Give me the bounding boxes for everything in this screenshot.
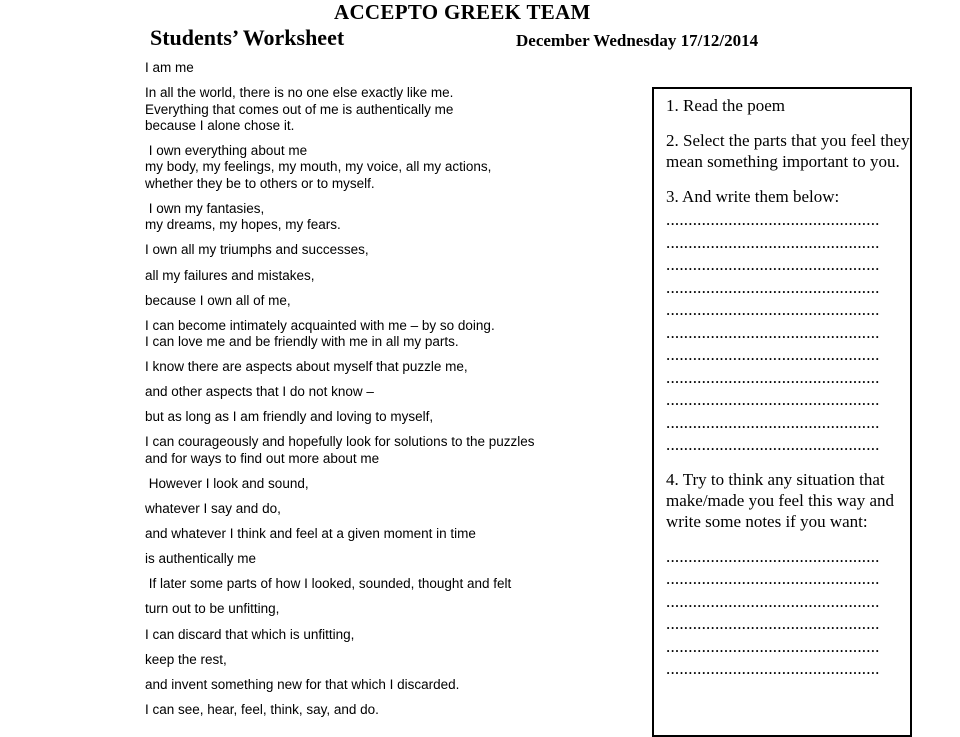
answer-dot-line: ................................................ [666, 569, 880, 588]
poem-stanza: I can see, hear, feel, think, say, and do. [145, 701, 379, 717]
answer-dot-line: ................................................ [666, 591, 880, 611]
poem-stanza: In all the world, there is no one else exactly like me. Everything that comes out of me is authentically me because I alone chose it. [145, 85, 454, 133]
answer-dot-line: ................................................ [666, 300, 880, 319]
poem-stanza: and whatever I think and feel at a given moment in time [145, 526, 476, 542]
poem-stanza: I own all my triumphs and successes, [145, 242, 369, 258]
poem-stanza: because I own all of me, [145, 292, 291, 308]
poem-stanza: and other aspects that I do not know – [145, 384, 374, 400]
answer-dot-line: ................................................ [666, 210, 880, 229]
worksheet-title: Students’ Worksheet [150, 25, 345, 50]
poem-stanza: whatever I say and do, [145, 501, 281, 517]
answer-dot-line: ................................................ [666, 345, 880, 364]
answer-dot-line: ................................................ [666, 390, 880, 409]
worksheet-date: December Wednesday 17/12/2014 [516, 31, 759, 50]
poem-stanza: all my failures and mistakes, [145, 267, 315, 283]
poem-stanza: I can discard that which is unfitting, [145, 626, 355, 642]
answer-dot-line: ................................................ [666, 412, 880, 432]
answer-dot-line: ................................................ [666, 614, 880, 633]
answer-dot-line: ................................................ [666, 367, 880, 387]
poem-stanza: I own everything about me my body, my feelings, my mouth, my voice, all my actions, whether they be to others or to myself. [145, 143, 492, 191]
poem-stanza: If later some parts of how I looked, sounded, thought and felt [145, 576, 512, 592]
answer-dot-line: ................................................ [666, 636, 880, 656]
poem-stanza: but as long as I am friendly and loving to myself, [145, 409, 434, 425]
poem-stanza: I own my fantasies, my dreams, my hopes, my fears. [145, 200, 341, 233]
instructions-box [652, 87, 912, 737]
answer-dot-line: ................................................ [666, 255, 880, 274]
answer-dot-line: ................................................ [666, 277, 880, 297]
answer-lines-step-3 [666, 209, 910, 457]
answer-dot-line: ................................................ [666, 435, 880, 454]
poem-stanza: However I look and sound, [145, 475, 309, 491]
poem-stanza: turn out to be unfitting, [145, 601, 280, 617]
answer-dot-line: ................................................ [666, 546, 880, 566]
answer-lines-step-4 [666, 546, 910, 681]
answer-dot-line: ................................................ [666, 322, 880, 342]
answer-dot-line: ................................................ [666, 659, 880, 678]
instruction-step-3: 3. And write them below: [666, 187, 840, 206]
poem-text [145, 60, 625, 727]
answer-dot-line: ................................................ [666, 232, 880, 252]
poem-stanza: I am me [145, 60, 194, 75]
poem-stanza: keep the rest, [145, 651, 227, 667]
poem-stanza: is authentically me [145, 551, 257, 567]
instruction-step-1: 1. Read the poem [666, 96, 785, 115]
instruction-step-4: 4. Try to think any situation that make/made you feel this way and write some notes if you want: [666, 469, 895, 531]
team-title: ACCEPTO GREEK TEAM [334, 0, 591, 24]
poem-stanza: I can become intimately acquainted with me – by so doing. I can love me and be friendly with me in all my parts. [145, 317, 495, 350]
poem-stanza: I know there are aspects about myself that puzzle me, [145, 359, 468, 375]
poem-stanza: and invent something new for that which I discarded. [145, 676, 460, 692]
poem-stanza: I can courageously and hopefully look for solutions to the puzzles and for ways to find out more about me [145, 434, 535, 466]
spacer [666, 534, 910, 546]
instruction-step-2: 2. Select the parts that you feel they mean something important to you. [666, 131, 910, 171]
